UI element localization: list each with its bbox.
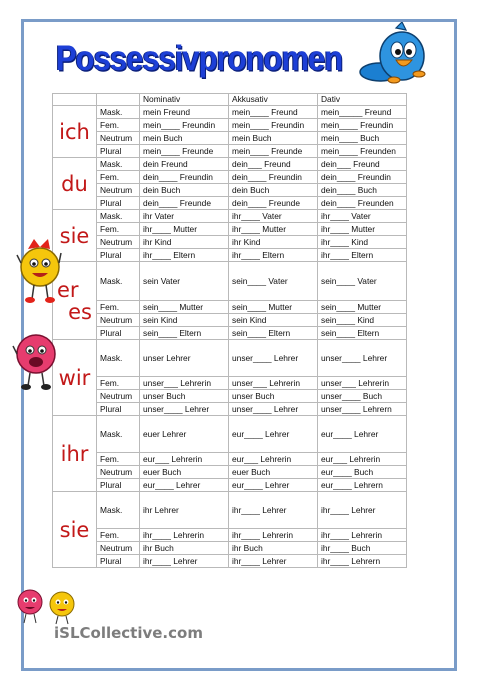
dativ-cell: eur____ Lehrern <box>318 479 407 492</box>
table-row <box>53 479 407 492</box>
dativ-cell: ihr____ Kind <box>318 236 407 249</box>
akkusativ-cell: ihr____ Vater <box>229 210 318 223</box>
gender-cell: Mask. <box>97 492 140 529</box>
pronoun-cell <box>53 416 97 492</box>
dativ-cell: unser____ Lehrer <box>318 340 407 377</box>
table-row <box>53 377 407 390</box>
dativ-cell: sein____ Mutter <box>318 301 407 314</box>
nominativ-cell: dein____ Freunde <box>140 197 229 210</box>
gender-cell: Fem. <box>97 377 140 390</box>
table-row <box>53 223 407 236</box>
nominativ-cell: ihr Vater <box>140 210 229 223</box>
dativ-cell: mein____ Freunden <box>318 145 407 158</box>
nominativ-cell: ihr Lehrer <box>140 492 229 529</box>
akkusativ-cell: eur____ Lehrer <box>229 479 318 492</box>
nominativ-cell: eur___ Lehrerin <box>140 453 229 466</box>
site-logo: iSLCollective.com <box>54 624 203 642</box>
akkusativ-cell: sein____ Vater <box>229 262 318 301</box>
header-blank <box>97 94 140 106</box>
dativ-cell: ihr____ Eltern <box>318 249 407 262</box>
gender-cell: Fem. <box>97 529 140 542</box>
dativ-cell: eur____ Buch <box>318 466 407 479</box>
table-row <box>53 145 407 158</box>
nominativ-cell: sein Vater <box>140 262 229 301</box>
akkusativ-cell: ihr____ Mutter <box>229 223 318 236</box>
pronoun-cell <box>53 492 97 568</box>
table-row <box>53 416 407 453</box>
nominativ-cell: sein____ Eltern <box>140 327 229 340</box>
nominativ-cell: dein Buch <box>140 184 229 197</box>
table-row <box>53 210 407 223</box>
akkusativ-cell: unser___ Lehrerin <box>229 377 318 390</box>
nominativ-cell: dein____ Freundin <box>140 171 229 184</box>
pronoun-cell <box>53 158 97 210</box>
akkusativ-cell: unser____ Lehrer <box>229 403 318 416</box>
gender-cell: Fem. <box>97 223 140 236</box>
dativ-cell: mein_____ Freund <box>318 106 407 119</box>
gender-cell: Neutrum <box>97 184 140 197</box>
nominativ-cell: mein Freund <box>140 106 229 119</box>
nominativ-cell: sein____ Mutter <box>140 301 229 314</box>
pink-creature-icon <box>12 330 58 392</box>
nominativ-cell: ihr____ Mutter <box>140 223 229 236</box>
gender-cell: Fem. <box>97 301 140 314</box>
header-nominativ: Nominativ <box>140 94 229 106</box>
nominativ-cell: eur____ Lehrer <box>140 479 229 492</box>
akkusativ-cell: ihr____ Lehrer <box>229 555 318 568</box>
akkusativ-cell: dein____ Freundin <box>229 171 318 184</box>
akkusativ-cell: sein____ Eltern <box>229 327 318 340</box>
table-row <box>53 492 407 529</box>
nominativ-cell: euer Lehrer <box>140 416 229 453</box>
table-row <box>53 403 407 416</box>
nominativ-cell: unser___ Lehrerin <box>140 377 229 390</box>
dativ-cell: sein____ Eltern <box>318 327 407 340</box>
gender-cell: Plural <box>97 327 140 340</box>
akkusativ-cell: eur___ Lehrerin <box>229 453 318 466</box>
worksheet-title: Possessivpronomen <box>56 38 343 79</box>
table-row <box>53 236 407 249</box>
nominativ-cell: sein Kind <box>140 314 229 327</box>
gender-cell: Plural <box>97 555 140 568</box>
dativ-cell: dein____ Buch <box>318 184 407 197</box>
akkusativ-cell: dein____ Freunde <box>229 197 318 210</box>
pronoun-label: wir <box>58 365 91 390</box>
akkusativ-cell: ihr Buch <box>229 542 318 555</box>
pronoun-cell <box>53 340 97 416</box>
akkusativ-cell: dein Buch <box>229 184 318 197</box>
table-row <box>53 390 407 403</box>
dativ-cell: ihr____ Vater <box>318 210 407 223</box>
gender-cell: Mask. <box>97 106 140 119</box>
table-row <box>53 327 407 340</box>
table-row <box>53 158 407 171</box>
nominativ-cell: ihr Buch <box>140 542 229 555</box>
dativ-cell: dein____ Freundin <box>318 171 407 184</box>
gender-cell: Fem. <box>97 171 140 184</box>
gender-cell: Neutrum <box>97 466 140 479</box>
table-row <box>53 453 407 466</box>
gender-cell: Neutrum <box>97 542 140 555</box>
dativ-cell: ihr____ Lehrerin <box>318 529 407 542</box>
nominativ-cell: ihr Kind <box>140 236 229 249</box>
gender-cell: Plural <box>97 479 140 492</box>
nominativ-cell: euer Buch <box>140 466 229 479</box>
akkusativ-cell: ihr____ Lehrerin <box>229 529 318 542</box>
gender-cell: Neutrum <box>97 390 140 403</box>
gender-cell: Neutrum <box>97 132 140 145</box>
akkusativ-cell: mein____ Freunde <box>229 145 318 158</box>
dativ-cell: mein____ Buch <box>318 132 407 145</box>
gender-cell: Mask. <box>97 416 140 453</box>
pronoun-label: es <box>68 299 92 324</box>
table-row <box>53 171 407 184</box>
gender-cell: Fem. <box>97 119 140 132</box>
pronoun-label: ihr <box>60 441 89 466</box>
table-row <box>53 301 407 314</box>
nominativ-cell: ihr____ Lehrerin <box>140 529 229 542</box>
dativ-cell: eur___ Lehrerin <box>318 453 407 466</box>
gender-cell: Plural <box>97 145 140 158</box>
gender-cell: Fem. <box>97 453 140 466</box>
table-row <box>53 197 407 210</box>
nominativ-cell: unser Buch <box>140 390 229 403</box>
gender-cell: Neutrum <box>97 314 140 327</box>
yellow-creature-icon <box>16 233 62 305</box>
table-row <box>53 340 407 377</box>
akkusativ-cell: ihr____ Lehrer <box>229 492 318 529</box>
table-row <box>53 466 407 479</box>
akkusativ-cell: mein Buch <box>229 132 318 145</box>
nominativ-cell: unser____ Lehrer <box>140 403 229 416</box>
dativ-cell: unser____ Lehrern <box>318 403 407 416</box>
dativ-cell: unser___ Lehrerin <box>318 377 407 390</box>
table-row <box>53 119 407 132</box>
table-row <box>53 542 407 555</box>
header-blank <box>53 94 97 106</box>
table-row <box>53 529 407 542</box>
pronoun-label: ich <box>59 119 90 144</box>
table-row <box>53 249 407 262</box>
gender-cell: Mask. <box>97 340 140 377</box>
dativ-cell: ihr____ Lehrern <box>318 555 407 568</box>
akkusativ-cell: unser____ Lehrer <box>229 340 318 377</box>
gender-cell: Neutrum <box>97 236 140 249</box>
table-row <box>53 106 407 119</box>
akkusativ-cell: sein Kind <box>229 314 318 327</box>
dativ-cell: dein____ Freunden <box>318 197 407 210</box>
gender-cell: Plural <box>97 403 140 416</box>
akkusativ-cell: mein____ Freund <box>229 106 318 119</box>
nominativ-cell: ihr____ Lehrer <box>140 555 229 568</box>
nominativ-cell: unser Lehrer <box>140 340 229 377</box>
dativ-cell: ihr____ Mutter <box>318 223 407 236</box>
nominativ-cell: mein____ Freundin <box>140 119 229 132</box>
gender-cell: Mask. <box>97 158 140 171</box>
dativ-cell: sein____ Vater <box>318 262 407 301</box>
two-creatures-icon <box>14 586 82 626</box>
akkusativ-cell: dein___ Freund <box>229 158 318 171</box>
akkusativ-cell: mein____ Freundin <box>229 119 318 132</box>
akkusativ-cell: unser Buch <box>229 390 318 403</box>
dativ-cell: mein____ Freundin <box>318 119 407 132</box>
nominativ-cell: dein Freund <box>140 158 229 171</box>
dativ-cell: sein____ Kind <box>318 314 407 327</box>
table-row <box>53 132 407 145</box>
pronoun-label: sie <box>59 517 90 542</box>
header-dativ: Dativ <box>318 94 407 106</box>
nominativ-cell: mein____ Freunde <box>140 145 229 158</box>
header-row <box>53 94 407 106</box>
gender-cell: Plural <box>97 197 140 210</box>
blue-bird-icon <box>356 22 432 86</box>
akkusativ-cell: ihr____ Eltern <box>229 249 318 262</box>
possessive-pronoun-table <box>52 93 407 568</box>
gender-cell: Mask. <box>97 262 140 301</box>
table-row <box>53 184 407 197</box>
dativ-cell: unser____ Buch <box>318 390 407 403</box>
pronoun-label: sie <box>59 223 90 248</box>
gender-cell: Plural <box>97 249 140 262</box>
table-row <box>53 314 407 327</box>
akkusativ-cell: sein____ Mutter <box>229 301 318 314</box>
dativ-cell: ihr____ Lehrer <box>318 492 407 529</box>
pronoun-label: er <box>57 277 79 302</box>
nominativ-cell: mein Buch <box>140 132 229 145</box>
nominativ-cell: ihr____ Eltern <box>140 249 229 262</box>
gender-cell: Mask. <box>97 210 140 223</box>
akkusativ-cell: euer Buch <box>229 466 318 479</box>
dativ-cell: ihr____ Buch <box>318 542 407 555</box>
akkusativ-cell: ihr Kind <box>229 236 318 249</box>
akkusativ-cell: eur____ Lehrer <box>229 416 318 453</box>
dativ-cell: eur____ Lehrer <box>318 416 407 453</box>
dativ-cell: dein___ Freund <box>318 158 407 171</box>
header-akkusativ: Akkusativ <box>229 94 318 106</box>
table-row <box>53 555 407 568</box>
table-row <box>53 262 407 301</box>
pronoun-cell <box>53 106 97 158</box>
pronoun-label: du <box>61 171 88 196</box>
